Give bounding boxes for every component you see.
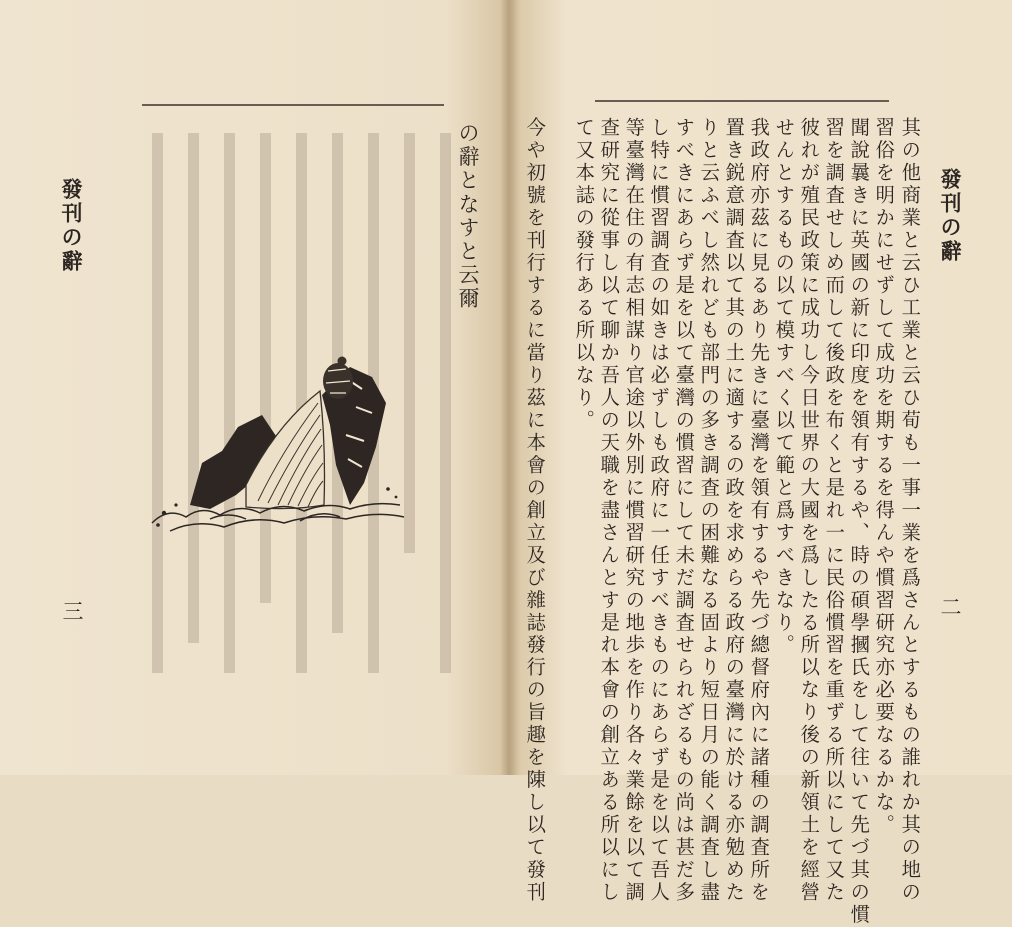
page-number: 三 [60,600,84,621]
body-text-column: せんとするもの以て模すべく以て範と爲すべきなり。 [772,117,796,657]
running-header: 發刊の辭 [938,168,963,264]
page-number: 二 [938,596,962,617]
body-text-column: 習俗を明かにせずして成功を期するを得んや慣習研究亦必要なるかな。 [872,117,896,837]
body-text-column: 聞說曩きに英國の新に印度を領有するや、時の碩學摑氏をして往いて先づ其の慣 [847,117,871,927]
running-header: 發刊の辭 [59,178,84,274]
right-page [507,0,1012,927]
closing-line: の辭となすと云爾 [456,122,480,311]
body-text-column: 今や初號を刊行するに當り茲に本會の創立及び雜誌發行の旨趣を陳し以て發刊 [523,117,547,905]
body-text-column: し特に慣習調査の如きは必ずしも政府に一任すべきものにあらず是を以て吾人 [647,117,671,905]
top-rule [142,104,444,106]
body-text-column: 其の他商業と云ひ工業と云ひ荀も一事一業を爲さんとするもの誰れか其の地の [898,117,922,905]
body-text-column: 等臺灣在住の有志相謀り官途以外別に慣習研究の地歩を作り各々業餘を以て調 [622,117,646,905]
body-text-column: 習を調査せしめ而して後政を布くと是れ一に民俗慣習を重ずる所以にして又た [822,117,846,905]
body-text-column: 查研究に從事し以て聊か吾人の天職を盡さんとす是れ本會の創立ある所以にし [597,117,621,905]
top-rule [595,100,889,102]
body-text-column: 彼れが殖民政策に成功し今日世界の大國を爲したる所以なり後の新領土を經營 [797,117,821,905]
body-text-column: て又本誌の發行ある所以なり。 [572,117,596,432]
wave-turtle-illustration [150,355,410,535]
left-page [0,0,505,775]
body-text-column: 我政府亦茲に見るあり先きに臺灣を領有するや先づ總督府內に諸種の調査所を [747,117,771,905]
body-text-column: りと云ふべし然れども部門の多き調査の困難なる固より短日月の能く調査し盡 [697,117,721,905]
body-text-column: すべきにあらず是を以て臺灣の慣習にして未だ調査せられざるもの尚は甚だ多 [672,117,696,905]
body-text-column: 置き鋭意調査以て其の土に適するの政を求めらる政府の臺灣に於ける亦勉めた [722,117,746,905]
